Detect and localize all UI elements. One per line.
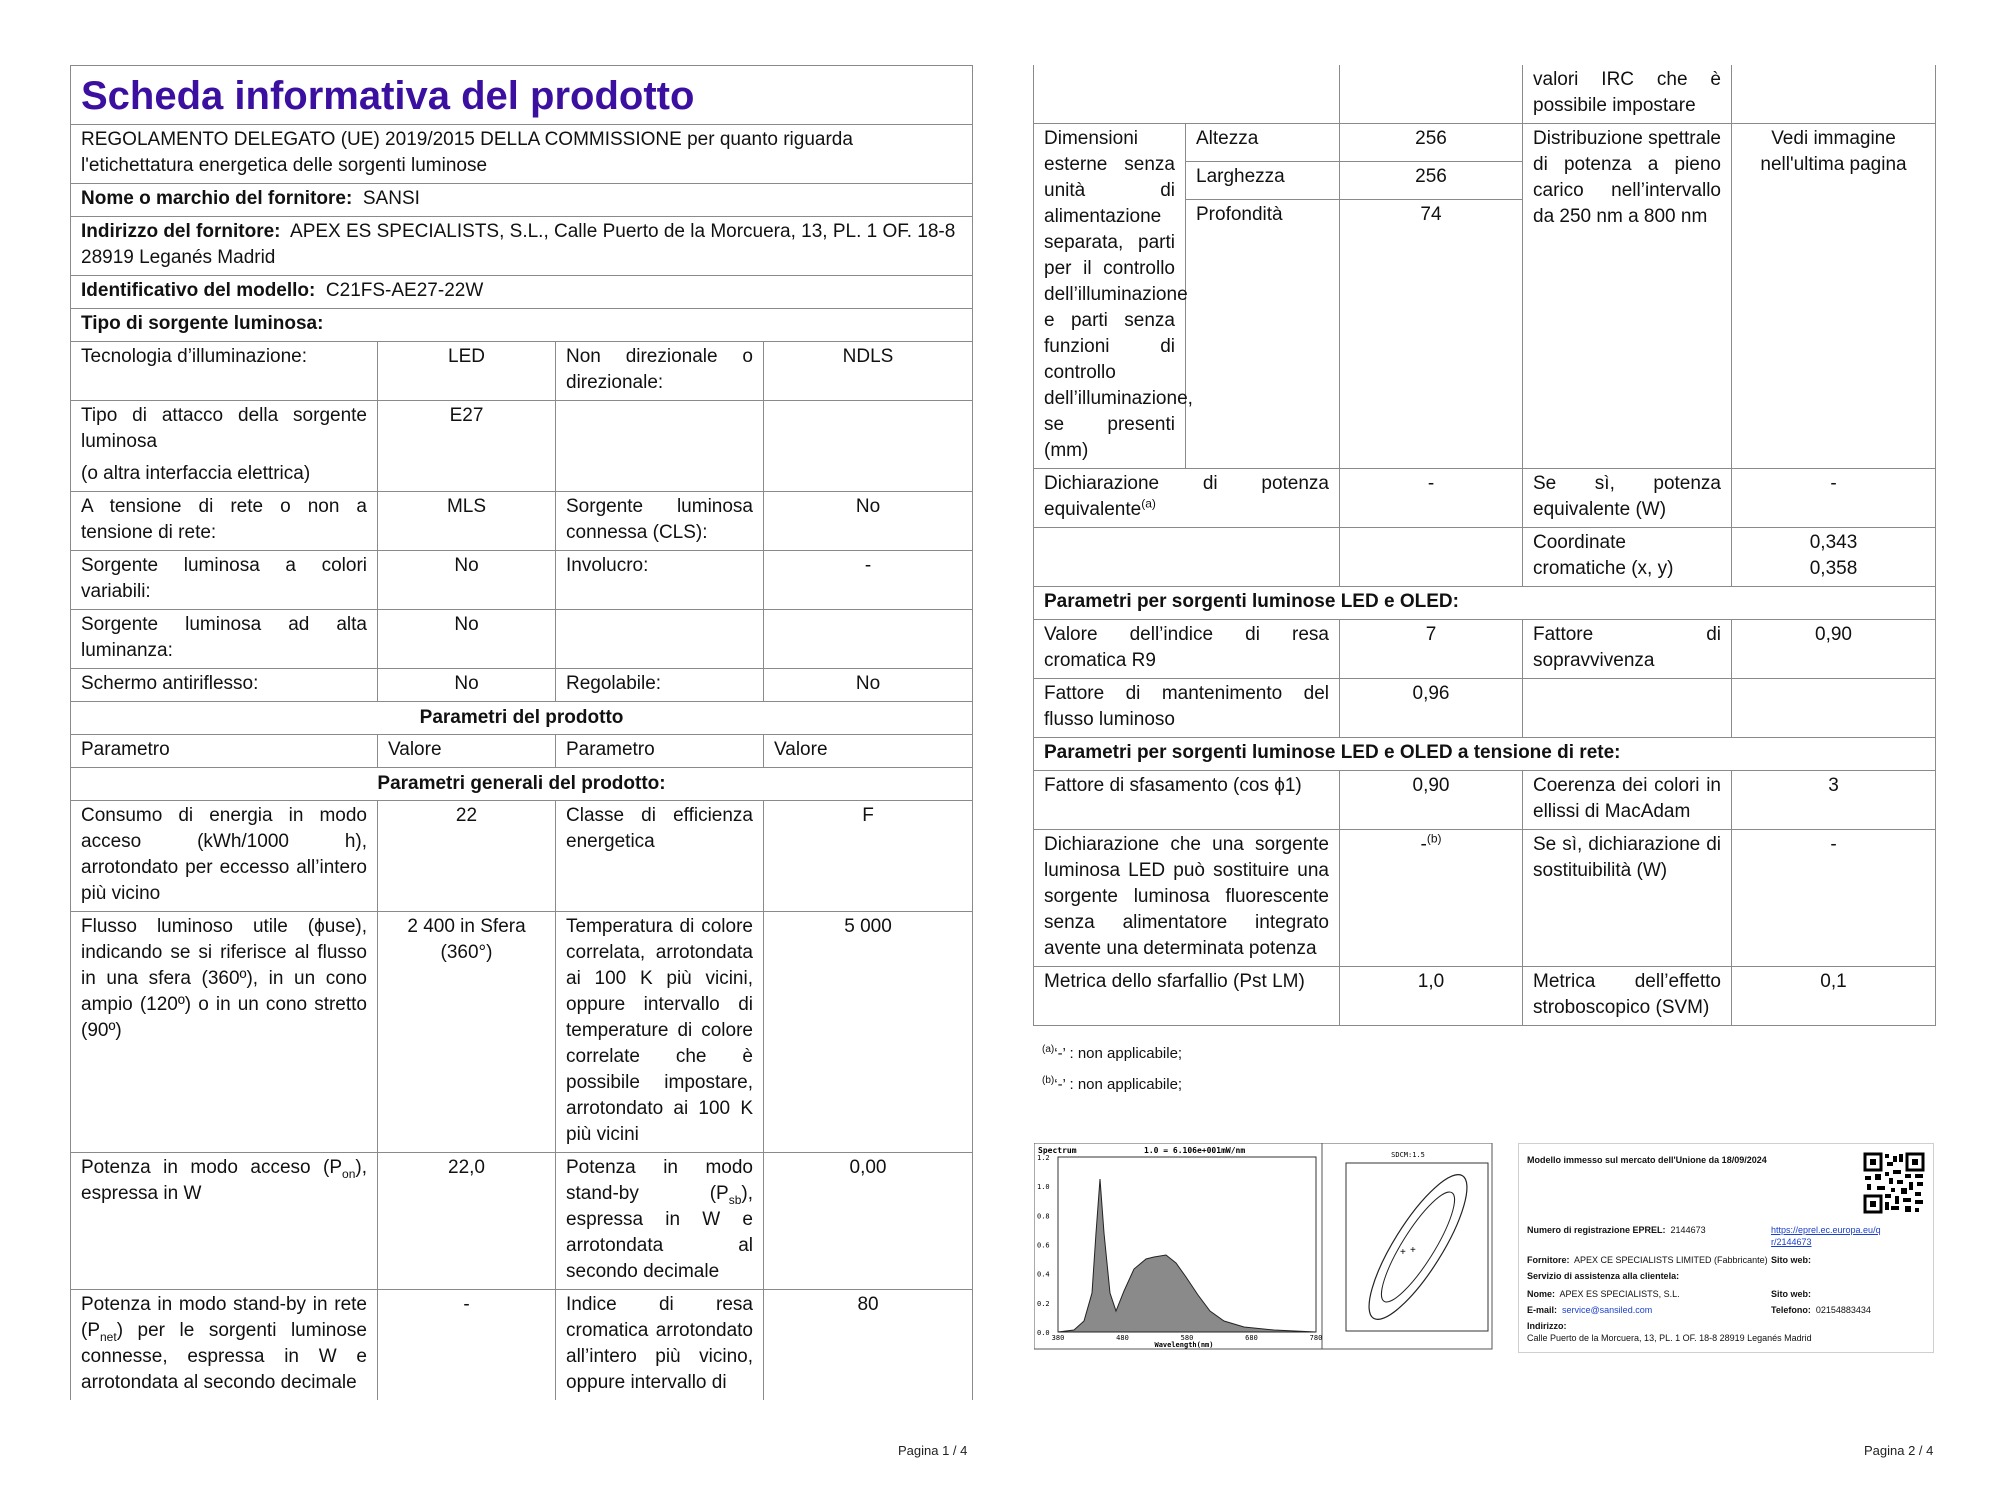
anti-glare-label: Schermo antiriflesso: <box>71 669 378 702</box>
empty-cell <box>1732 65 1936 124</box>
page-1-footer: Pagina 1 / 4 <box>898 1443 968 1458</box>
supplier-name: SANSI <box>362 188 420 209</box>
phone-value: 02154883434 <box>1815 1305 1871 1315</box>
col-value-header: Valore <box>378 735 556 768</box>
model-id: C21FS-AE27-22W <box>325 280 484 301</box>
cap-label-line2: (o altra interfaccia elettrica) <box>81 463 311 484</box>
envelope-label: Involucro: <box>556 551 764 610</box>
colour-tunable-value: No <box>378 551 556 610</box>
eprel-number-row <box>1527 1224 1706 1236</box>
colour-tunable-label: Sorgente luminosa a colori variabili: <box>71 551 378 610</box>
anti-glare-value: No <box>378 669 556 702</box>
spectrum-scale: 1.0 = 6.106e+001mW/nm <box>1144 1146 1246 1155</box>
pon-value: 22,0 <box>378 1153 556 1290</box>
address-label: Indirizzo: <box>1527 1321 1567 1331</box>
cri-label: Indice di resa cromatica arrotondato all’intero più vicino, oppure intervallo di <box>556 1290 764 1401</box>
empty-cell <box>556 401 764 492</box>
mains-value: MLS <box>378 492 556 551</box>
spectrum-x-tick-label: 680 <box>1245 1334 1258 1342</box>
pnet-label-b: ) per le sorgenti luminose connesse, espressa in W e arrotondata al secondo decimale <box>81 1320 367 1393</box>
spectrum-y-tick-label: 1.2 <box>1037 1154 1050 1162</box>
empty-cell <box>1523 679 1732 738</box>
light-source-type-heading: Tipo di sorgente luminosa: <box>71 309 973 342</box>
psb-sub: sb <box>728 1192 742 1207</box>
cls-label: Sorgente luminosa connessa (CLS): <box>556 492 764 551</box>
r9-value: 7 <box>1340 620 1523 679</box>
survival-label: Fattore di sopravvivenza <box>1523 620 1732 679</box>
equiv-w-value: - <box>1732 469 1936 528</box>
flicker-label: Metrica dello sfarfallio (Pst LM) <box>1034 967 1340 1026</box>
product-params-header: Parametri del prodotto <box>71 702 973 735</box>
width-value: 256 <box>1340 162 1523 200</box>
website-label-2: Sito web: <box>1771 1289 1811 1299</box>
eprel-value: 2144673 <box>1670 1225 1706 1235</box>
equiv-label-text: Dichiarazione di potenza equivalente <box>1044 473 1329 520</box>
efficiency-label: Classe di efficienza energetica <box>556 801 764 912</box>
cls-value: No <box>764 492 973 551</box>
pnet-label-a: Potenza in modo stand-by in rete (P <box>81 1294 367 1341</box>
pon-label <box>71 1153 378 1290</box>
address-value: Calle Puerto de la Morcuera, 13, PL. 1 OF. 18-8 28919 Leganés Madrid <box>1527 1333 1812 1343</box>
name-row <box>1527 1288 1680 1300</box>
equiv-w-label: Se sì, potenza equivalente (W) <box>1523 469 1732 528</box>
regulation-text: REGOLAMENTO DELEGATO (UE) 2019/2015 DELLA COMMISSIONE per quanto riguarda l'etichettatura energetica delle sorgenti luminose <box>71 125 973 184</box>
replace-w-label: Se sì, dichiarazione di sostituibilità (W) <box>1523 830 1732 967</box>
eprel-label-box <box>1518 1143 1934 1353</box>
energy-value: 22 <box>378 801 556 912</box>
height-value: 256 <box>1340 124 1523 162</box>
dimensions-label: Dimensioni esterne senza unità di alimentazione separata, parti per il controllo dell’illuminazione e parti senza funzioni di controllo dell’illuminazione, se presenti (mm) <box>1034 124 1186 469</box>
chroma-value <box>1732 528 1936 587</box>
col-param-header: Parametro <box>556 735 764 768</box>
psb-value: 0,00 <box>764 1153 973 1290</box>
product-info-table-page1 <box>70 65 973 1400</box>
empty-cell <box>1340 65 1523 124</box>
replace-label: Dichiarazione che una sorgente luminosa LED può sostituire una sorgente luminosa fluorescente senza alimentatore integrato avente una determinata potenza <box>1034 830 1340 967</box>
market-date: Modello immesso sul mercato dell'Unione da 18/09/2024 <box>1527 1155 1767 1165</box>
maintenance-label: Fattore di mantenimento del flusso luminoso <box>1034 679 1340 738</box>
email-label: E-mail: <box>1527 1305 1558 1315</box>
empty-cell <box>1034 528 1340 587</box>
led-params-header: Parametri per sorgenti luminose LED e OLED: <box>1034 587 1936 620</box>
label-supplier-label: Fornitore: <box>1527 1255 1570 1265</box>
general-params-header: Parametri generali del prodotto: <box>71 768 973 801</box>
footnote-a-sup: (a) <box>1042 1044 1055 1055</box>
flux-value: 2 400 in Sfera (360°) <box>378 912 556 1153</box>
supplier-name-label: Nome o marchio del fornitore: <box>81 188 353 209</box>
tech-value: LED <box>378 342 556 401</box>
footnote-b-sup: (b) <box>1042 1075 1055 1086</box>
chroma-y: 0,358 <box>1809 558 1858 579</box>
phase-value: 0,90 <box>1340 771 1523 830</box>
product-info-table-page2 <box>1033 65 1936 1026</box>
directional-value: NDLS <box>764 342 973 401</box>
supplier-address-label: Indirizzo del fornitore: <box>81 221 281 242</box>
name-value: APEX ES SPECIALISTS, S.L. <box>1559 1289 1680 1299</box>
footnote-b <box>1042 1076 1182 1093</box>
page-2 <box>1033 65 1936 1026</box>
height-label: Altezza <box>1186 124 1340 162</box>
energy-label: Consumo di energia in modo acceso (kWh/1000 h), arrotondato per eccesso all’intero più vicino <box>71 801 378 912</box>
email-row <box>1527 1304 1652 1316</box>
supplier-address-row <box>71 217 973 276</box>
pnet-value: - <box>378 1290 556 1401</box>
flux-label: Flusso luminoso utile (ϕuse), indicando se si riferisce al flusso in una sfera (360º), in un cono ampio (120º) o in un cono stretto (90º) <box>71 912 378 1153</box>
phase-label: Fattore di sfasamento (cos ϕ1) <box>1034 771 1340 830</box>
qr-code-icon <box>1863 1152 1925 1214</box>
high-luminance-label: Sorgente luminosa ad alta luminanza: <box>71 610 378 669</box>
svm-value: 0,1 <box>1732 967 1936 1026</box>
phone-label: Telefono: <box>1771 1305 1811 1315</box>
chroma-x: 0,343 <box>1809 532 1858 553</box>
col-param-header: Parametro <box>71 735 378 768</box>
efficiency-value: F <box>764 801 973 912</box>
macadam-value: 3 <box>1732 771 1936 830</box>
spectrum-y-tick-label: 0.0 <box>1037 1329 1050 1337</box>
tech-label: Tecnologia d’illuminazione: <box>71 342 378 401</box>
replace-value-text: - <box>1420 834 1427 855</box>
spectrum-y-tick-label: 0.6 <box>1037 1241 1050 1250</box>
chroma-label: Coordinate cromatiche (x, y) <box>1523 528 1732 587</box>
empty-cell <box>1034 65 1340 124</box>
spectrum-y-tick-label: 0.8 <box>1037 1212 1050 1221</box>
email-link[interactable]: service@sansiled.com <box>1562 1305 1653 1315</box>
supplier-address: APEX ES SPECIALISTS, S.L., Calle Puerto de la Morcuera, 13, PL. 1 OF. 18-8 28919 Leganés Madrid <box>81 221 956 268</box>
psb-label <box>556 1153 764 1290</box>
assistance-label: Servizio di assistenza alla clientela: <box>1527 1271 1680 1281</box>
cap-label <box>71 401 378 492</box>
empty-cell <box>1340 528 1523 587</box>
footnote-b-text: ‘-’ : non applicabile; <box>1054 1076 1183 1093</box>
equiv-label <box>1034 469 1340 528</box>
high-luminance-value: No <box>378 610 556 669</box>
survival-value: 0,90 <box>1732 620 1936 679</box>
supplier-row <box>1527 1254 1768 1266</box>
directional-label: Non direzionale o direzionale: <box>556 342 764 401</box>
spectrum-x-tick-label: 780 <box>1309 1334 1323 1342</box>
depth-label: Profondità <box>1186 200 1340 469</box>
psb-label-a: Potenza in modo stand-by (P <box>566 1157 753 1204</box>
empty-cell <box>556 610 764 669</box>
spectrum-xlabel: Wavelength(nm) <box>1154 1341 1214 1349</box>
psb-label-b: ), espressa in W e arrotondata al secondo decimale <box>566 1183 753 1282</box>
cie-title: SDCM:1.5 <box>1391 1151 1425 1159</box>
col-value-header: Valore <box>764 735 973 768</box>
spectrum-x-tick-label: 580 <box>1180 1334 1194 1342</box>
pon-sub: on <box>342 1166 356 1181</box>
cct-label: Temperatura di colore correlata, arrotondata ai 100 K più vicini, oppure intervallo di temperature di colore correlate che è possibile impostare, arrotondato ai 100 K più vicini <box>556 912 764 1153</box>
r9-label: Valore dell’indice di resa cromatica R9 <box>1034 620 1340 679</box>
spectrum-x-tick-label: 380 <box>1051 1334 1065 1342</box>
envelope-value: - <box>764 551 973 610</box>
spectrum-y-tick-label: 1.0 <box>1037 1183 1050 1192</box>
cie-point-marker: + <box>1400 1247 1406 1258</box>
cap-value: E27 <box>378 401 556 492</box>
cap-label-line1: Tipo di attacco della sorgente luminosa <box>81 405 367 452</box>
equiv-sup: (a) <box>1141 496 1156 511</box>
eprel-url[interactable]: https://eprel.ec.europa.eu/qr/2144673 <box>1771 1225 1881 1247</box>
pnet-label <box>71 1290 378 1401</box>
mains-label: A tensione di rete o non a tensione di rete: <box>71 492 378 551</box>
model-label: Identificativo del modello: <box>81 280 316 301</box>
depth-value: 74 <box>1340 200 1523 469</box>
pon-label-a: Potenza in modo acceso (P <box>81 1157 343 1178</box>
spectrum-y-tick-label: 0.4 <box>1037 1270 1050 1279</box>
supplier-name-row <box>71 184 973 217</box>
spectrum-x-tick-label: 480 <box>1116 1334 1129 1342</box>
model-row <box>71 276 973 309</box>
replace-sup: (b) <box>1426 831 1442 846</box>
phone-row <box>1771 1304 1871 1316</box>
page-title: Scheda informativa del prodotto <box>71 66 973 125</box>
maintenance-value: 0,96 <box>1340 679 1523 738</box>
empty-cell <box>764 401 973 492</box>
replace-value <box>1340 830 1523 967</box>
macadam-label: Coerenza dei colori in ellissi di MacAdam <box>1523 771 1732 830</box>
cie-point-marker: + <box>1410 1245 1416 1256</box>
empty-cell <box>764 610 973 669</box>
page-1 <box>70 65 973 1400</box>
cct-value: 5 000 <box>764 912 973 1153</box>
equiv-value: - <box>1340 469 1523 528</box>
website-label-1: Sito web: <box>1771 1255 1811 1265</box>
spd-label: Distribuzione spettrale di potenza a pieno carico nell’intervallo da 250 nm a 800 nm <box>1523 124 1732 469</box>
eprel-label: Numero di registrazione EPREL: <box>1527 1225 1666 1235</box>
dimmable-value: No <box>764 669 973 702</box>
pon-label-b: ), espressa in W <box>81 1157 367 1204</box>
dimmable-label: Regolabile: <box>556 669 764 702</box>
spectrum-title: Spectrum <box>1038 1146 1077 1155</box>
spectrum-y-tick-label: 0.2 <box>1037 1299 1050 1308</box>
cri-value: 80 <box>764 1290 973 1401</box>
mains-params-header: Parametri per sorgenti luminose LED e OLED a tensione di rete: <box>1034 738 1936 771</box>
name-label: Nome: <box>1527 1289 1556 1299</box>
footnote-a-text: ‘-’ : non applicabile; <box>1054 1045 1183 1062</box>
empty-cell <box>1732 679 1936 738</box>
page-2-footer: Pagina 2 / 4 <box>1864 1443 1934 1458</box>
flicker-value: 1,0 <box>1340 967 1523 1026</box>
cie-ellipse-chart <box>1322 1143 1496 1353</box>
cie-frame <box>1322 1143 1492 1349</box>
pnet-sub: net <box>100 1329 117 1344</box>
footnote-a <box>1042 1045 1182 1062</box>
spd-value: Vedi immagine nell'ultima pagina <box>1732 124 1936 469</box>
width-label: Larghezza <box>1186 162 1340 200</box>
cri-cont: valori IRC che è possibile impostare <box>1523 65 1732 124</box>
replace-w-value: - <box>1732 830 1936 967</box>
svm-label: Metrica dell’effetto stroboscopico (SVM) <box>1523 967 1732 1026</box>
label-supplier-value: APEX CE SPECIALISTS LIMITED (Fabbricante) <box>1574 1255 1768 1265</box>
